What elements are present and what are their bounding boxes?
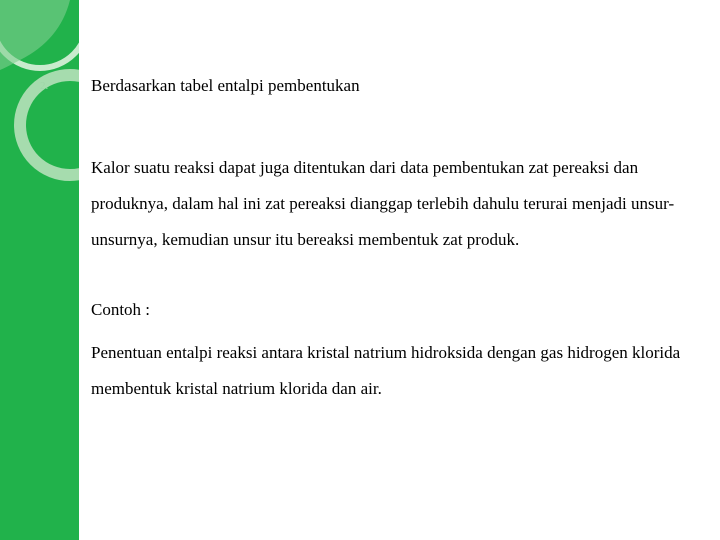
slide-heading: Berdasarkan tabel entalpi pembentukan bbox=[91, 76, 360, 95]
slide-item-number: 2. bbox=[40, 80, 49, 92]
paragraph-example: Penentuan entalpi reaksi antara kristal natrium hidroksida dengan gas hidrogen klorida membentuk kristal natrium klorida dan air. bbox=[91, 343, 681, 398]
example-label: Contoh : bbox=[91, 300, 151, 319]
decor-leaf bbox=[0, 0, 70, 70]
paragraph-explanation: Kalor suatu reaksi dapat juga ditentukan dari data pembentukan zat pereaksi dan produknya, dalam hal ini zat pereaksi dianggap terlebih dahulu terurai menjadi unsur-unsurnya, kemudian unsur itu bereaksi membentuk zat produk. bbox=[91, 158, 675, 249]
decor-circle-bottom bbox=[20, 75, 79, 175]
